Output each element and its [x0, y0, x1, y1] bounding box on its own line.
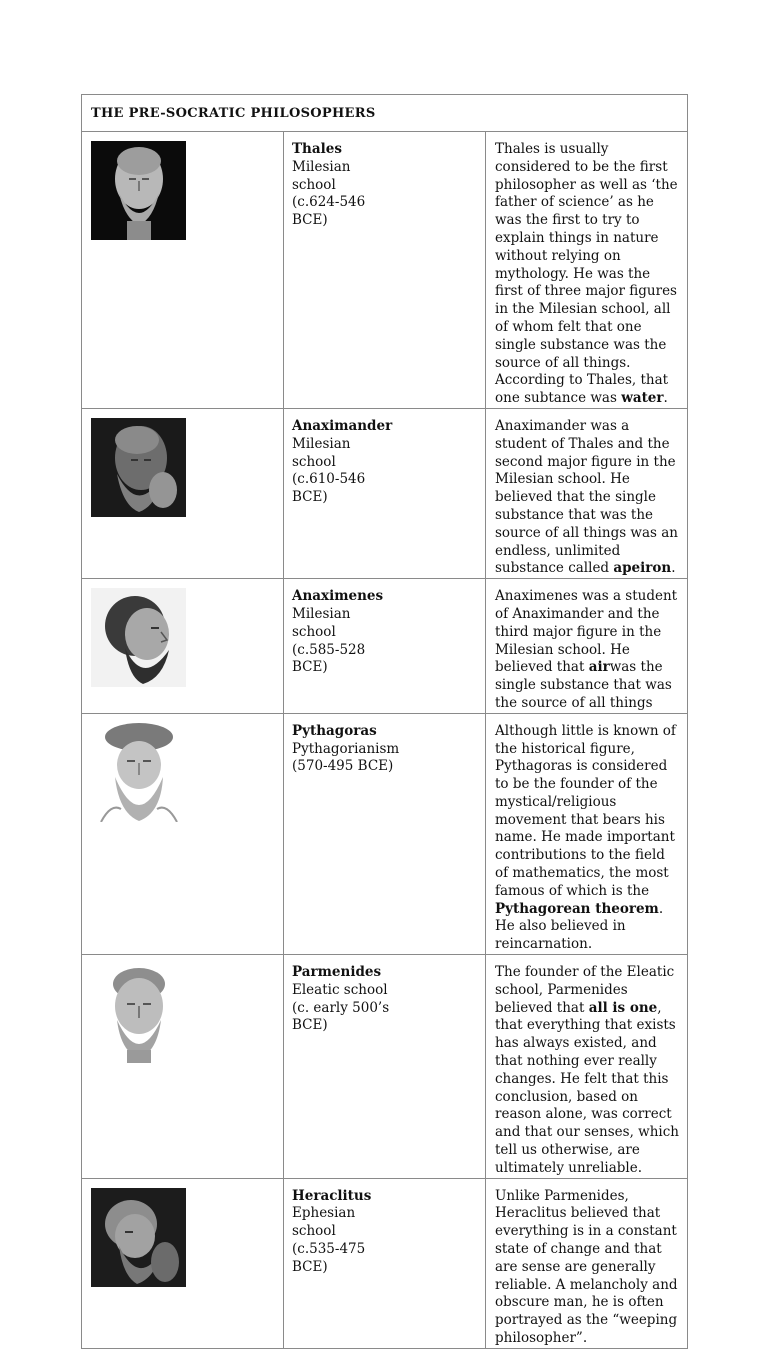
- philosopher-description: Unlike Parmenides, Heraclitus believed that everything is in a constant state of change and that are sense are generally reliable. A melancholy and obscure man, he is often portrayed as the “weeping philosopher”.: [495, 1187, 678, 1346]
- date-line: BCE): [292, 1258, 328, 1275]
- parmenides-portrait-image: [91, 964, 186, 1063]
- table-row: [82, 955, 688, 1179]
- table-row: [82, 713, 688, 954]
- table-row: [82, 579, 688, 714]
- school-line: Milesian: [292, 158, 351, 175]
- name-cell: [284, 955, 486, 1179]
- school-line: Milesian: [292, 435, 351, 452]
- philosopher-description: Anaximenes was a student of Anaximander and the third major figure in the Milesian school. He believed that airwas the single substance that was the source of all things: [495, 588, 678, 711]
- date-line: BCE): [292, 489, 328, 506]
- philosopher-name: Anaximander: [292, 417, 393, 434]
- date-line: BCE): [292, 212, 328, 229]
- philosophers-table: [81, 94, 688, 1349]
- description-cell: [486, 132, 688, 409]
- philosopher-description: Anaximander was a student of Thales and the second major figure in the Milesian school. He believed that the single substance that was the source of all things was an endless, unlimited substance called apeiron.: [495, 417, 678, 577]
- heraclitus-portrait-image: [91, 1188, 186, 1287]
- portrait-cell: [82, 713, 284, 954]
- description-cell: [486, 713, 688, 954]
- table-row: [82, 408, 688, 578]
- school-line: school: [292, 176, 336, 193]
- philosopher-name: Thales: [292, 141, 342, 157]
- philosopher-name: Heraclitus: [292, 1187, 372, 1204]
- name-cell: [284, 408, 486, 578]
- philosopher-description: The founder of the Eleatic school, Parmenides believed that all is one, that everything that exists has always existed, and that nothing ever really changes. He felt that this conclusion, based on reason alone, was correct and that our senses, which tell us otherwise, are ultimately unreliable.: [495, 964, 679, 1176]
- date-line: (c.585-528: [292, 641, 366, 658]
- name-cell: [284, 579, 486, 714]
- date-line: (c.610-546: [292, 471, 366, 488]
- anaximenes-portrait-image: [91, 588, 186, 687]
- description-cell: [486, 955, 688, 1179]
- portrait-cell: [82, 955, 284, 1179]
- description-cell: [486, 1178, 688, 1348]
- page-title: THE PRE-SOCRATIC PHILOSOPHERS: [91, 106, 376, 121]
- table-row: [82, 132, 688, 409]
- date-line: (c. early 500’s: [292, 999, 390, 1016]
- description-cell: [486, 579, 688, 714]
- date-line: (c.624-546: [292, 194, 366, 211]
- date-line: (570-495 BCE): [292, 758, 394, 775]
- date-line: (c.535-475: [292, 1241, 366, 1258]
- portrait-cell: [82, 408, 284, 578]
- thales-portrait-image: [91, 141, 186, 240]
- philosopher-name: Pythagoras: [292, 722, 377, 739]
- school-line: Eleatic school: [292, 981, 388, 998]
- portrait-cell: [82, 1178, 284, 1348]
- school-line: school: [292, 453, 336, 470]
- philosopher-description: Thales is usually considered to be the first philosopher as well as ‘the father of science’ as he was the first to try to explain things in nature without relying on mythology. He was the first of three major figures in the Milesian school, all of whom felt that one single substance was the source of all things. According to Thales, that one subtance was water.: [495, 141, 678, 407]
- school-line: school: [292, 1223, 336, 1240]
- anaximander-portrait-image: [91, 418, 186, 517]
- date-line: BCE): [292, 659, 328, 676]
- description-cell: [486, 408, 688, 578]
- table-row: [82, 1178, 688, 1348]
- name-cell: [284, 1178, 486, 1348]
- portrait-cell: [82, 132, 284, 409]
- school-line: Ephesian: [292, 1205, 356, 1222]
- name-cell: [284, 132, 486, 409]
- philosopher-description: Although little is known of the historical figure, Pythagoras is considered to be the founder of the mystical/religious movement that bears his name. He made important contributions to the field of mathematics, the most famous of which is the Pythagorean theorem. He also believed in reincarnation.: [495, 722, 676, 953]
- table-title-cell: [82, 95, 688, 132]
- school-line: Milesian: [292, 605, 351, 622]
- name-cell: [284, 713, 486, 954]
- pythagoras-portrait-image: [91, 723, 186, 822]
- school-line: school: [292, 623, 336, 640]
- philosopher-name: Parmenides: [292, 964, 382, 981]
- philosopher-name: Anaximenes: [292, 588, 384, 605]
- portrait-cell: [82, 579, 284, 714]
- date-line: BCE): [292, 1017, 328, 1034]
- school-line: Pythagorianism: [292, 740, 400, 757]
